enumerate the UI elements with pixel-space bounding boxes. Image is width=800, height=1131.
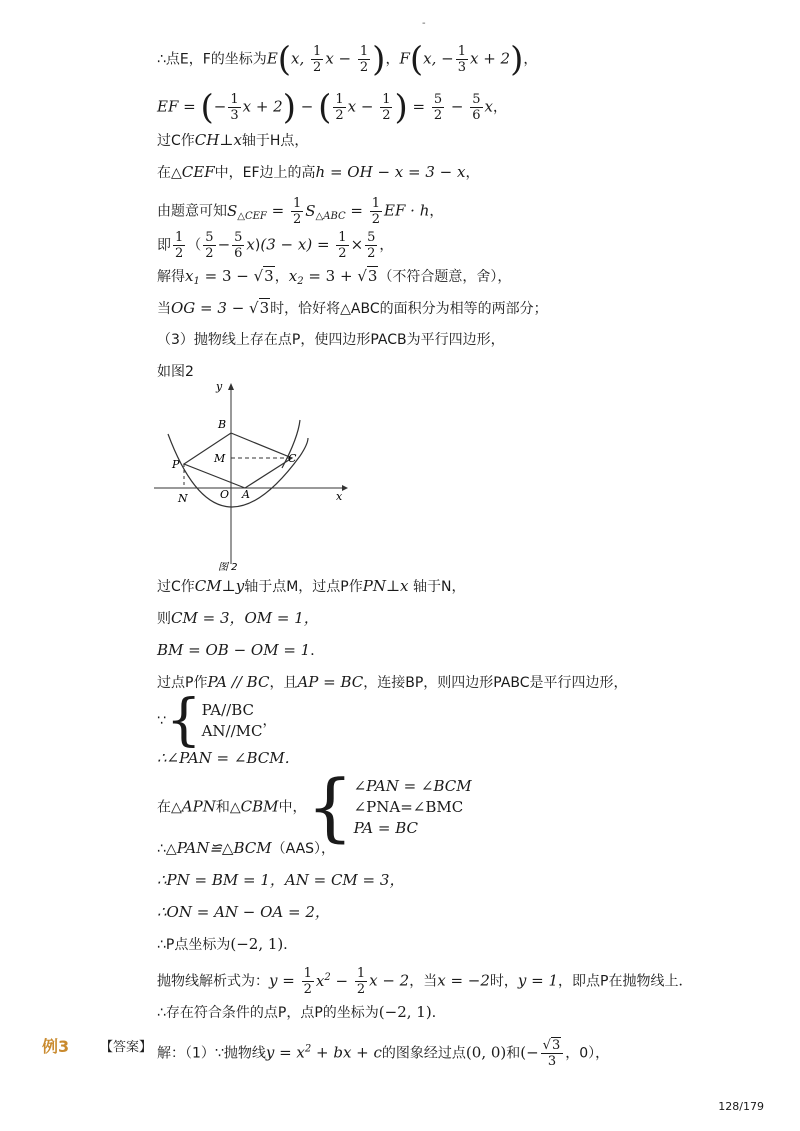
line-figure-ref: 如图2 xyxy=(157,364,194,380)
example-label: 例3 xyxy=(42,1037,70,1056)
y-axis-arrow xyxy=(228,383,234,390)
header-mark: - xyxy=(422,18,426,29)
line-parabola-check: 抛物线解析式为：y = $\frac{1}{2}$ $x^2$ − $\frac{1}{2}$ x − 2，当x = −2时，y = 1，即点P在抛物线上． xyxy=(157,966,693,997)
line-area-relation: 由题意可知$S_{\triangle CEF}$ = $\frac{1}{2}$ $S_{\triangle ABC}$ = $\frac{1}{2}$ EF · h， xyxy=(157,196,444,227)
line-part3: （3）抛物线上存在点P，使四边形PACB为平行四边形， xyxy=(157,332,505,348)
line-congruent: ∴△PAN≌△BCM（AAS）， xyxy=(157,839,336,857)
line-pn-an: ∴PN = BM = 1，AN = CM = 3， xyxy=(157,871,405,889)
line-example3-solution: 解：（1）∵抛物线$y = x^2$ + bx + c的图象经过点(0, 0)和(− $\frac{√3}{3}$ ，0）， xyxy=(157,1038,610,1069)
label-p: P xyxy=(172,458,180,471)
label-x: x xyxy=(336,490,343,503)
label-m: M xyxy=(214,452,226,465)
answer-label: 【答案】 xyxy=(100,1040,153,1055)
line-cm-pn: 过C作CM⊥y轴于点M，过点P作PN⊥x 轴于N， xyxy=(157,577,466,595)
parabola-curve xyxy=(168,434,308,507)
line-on: ∴ON = AN − OA = 2， xyxy=(157,903,330,921)
line-p-coordinates: ∴P点坐标为(−2, 1)． xyxy=(157,935,298,953)
line-og-value: 当OG = 3 − √3时，恰好将△ABC的面积分为相等的两部分； xyxy=(157,299,548,317)
label-b: B xyxy=(218,418,227,431)
line-ch-perp: 过C作CH⊥x轴于H点， xyxy=(157,131,309,149)
line-pa-parallel: 过点P作PA // BC，且AP = BC，连接BP，则四边形PABC是平行四边形， xyxy=(157,673,628,691)
label-o: O xyxy=(220,488,230,501)
line-solutions: 解得$x_1 = 3 - √3$，$x_2 = 3 + √3$（不符合题意，舍）， xyxy=(157,267,512,287)
line-ef-length: EF = (− $\frac{1}{3}$ x + 2) − ( $\frac{1}{2}$ x − $\frac{1}{2}$ ) = $\frac{5}{2}$ − $\frac{5}{6}$ x， xyxy=(157,87,507,128)
line-height-h: 在△CEF中，EF边上的高h = OH − x = 3 − x， xyxy=(157,163,480,181)
label-n: N xyxy=(178,492,188,505)
line-congruence-system: 在△APN和△CBM中，{ ∠PAN = ∠BCM ∠PNA=∠BMC PA = BC xyxy=(157,764,472,851)
parallelogram-pacb xyxy=(184,433,292,488)
label-c: C xyxy=(288,452,297,465)
x-axis-arrow xyxy=(342,485,348,491)
figure-2-diagram xyxy=(150,378,350,574)
page-number: 128/179 xyxy=(718,1100,764,1113)
figure-caption: 图 2 xyxy=(218,562,238,573)
line-coordinates-ef: ∴点E，F的坐标为E(x, $\frac{1}{2}$ x − $\frac{1}{2}$ )，F(x, − $\frac{1}{3}$ x + 2)， xyxy=(157,39,538,80)
line-because-system: ∵{ PA//BC AN//MC ， xyxy=(157,688,277,753)
label-y: y xyxy=(216,380,223,393)
line-bm: BM = OB − OM = 1． xyxy=(157,641,325,659)
line-conclusion: ∴存在符合条件的点P，点P的坐标为(−2, 1)． xyxy=(157,1003,446,1021)
line-angle-equal: ∴∠PAN = ∠BCM． xyxy=(157,749,300,767)
line-cm-om: 则CM = 3，OM = 1， xyxy=(157,609,319,627)
label-a: A xyxy=(242,488,250,501)
line-equation: 即 $\frac{1}{2}$ （ $\frac{5}{2}$ − $\frac{5}{6}$ x)(3 − x) = $\frac{1}{2}$ × $\frac{5}{2}$ ， xyxy=(157,230,394,261)
